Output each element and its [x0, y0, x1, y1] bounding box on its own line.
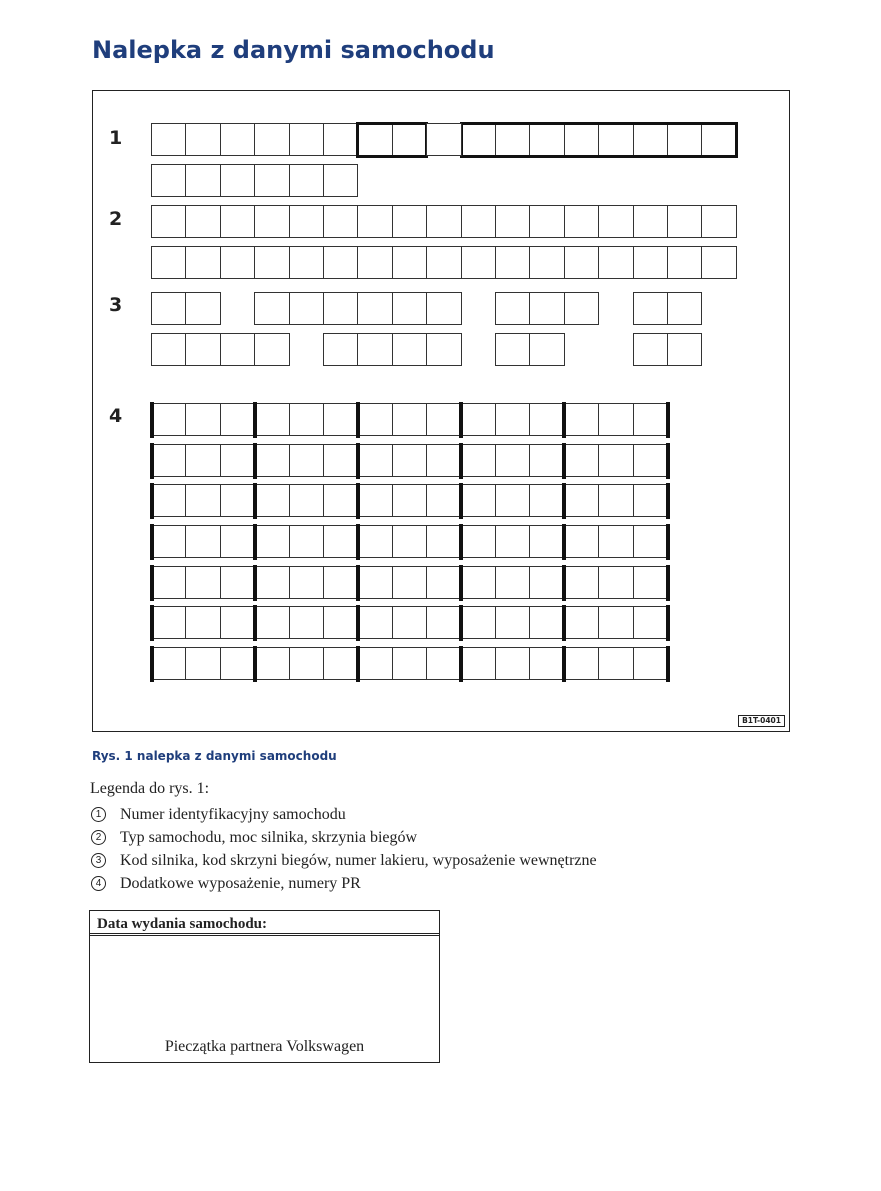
pr-number-cell: [220, 444, 255, 477]
code-cell: [529, 333, 564, 366]
type-cell: [633, 246, 668, 279]
pr-number-cell: [220, 403, 255, 436]
pr-number-cell: [254, 525, 289, 558]
pr-number-cell: [289, 606, 324, 639]
group-separator-bar: [666, 483, 670, 519]
group-separator-bar: [666, 646, 670, 682]
code-cell: [220, 333, 255, 366]
pr-number-cell: [529, 647, 564, 680]
page-title: Nalepka z danymi samochodu: [92, 36, 495, 64]
group-separator-bar: [253, 605, 257, 641]
vin-cell: [220, 164, 255, 197]
code-cell: [151, 292, 186, 325]
code-cell: [495, 292, 530, 325]
vin-cell: [323, 164, 358, 197]
pr-number-cell: [254, 484, 289, 517]
legend-item-text: Kod silnika, kod skrzyni biegów, numer lakieru, wyposażenie wewnętrzne: [120, 851, 597, 869]
pr-number-cell: [151, 403, 186, 436]
delivery-date-stamp-box: [89, 910, 440, 1063]
pr-number-cell: [151, 606, 186, 639]
vin-cell: [633, 123, 668, 156]
pr-number-cell: [289, 566, 324, 599]
pr-number-cell: [323, 606, 358, 639]
pr-number-cell: [426, 403, 461, 436]
section-number-2: 2: [109, 208, 123, 230]
group-separator-bar: [562, 565, 566, 601]
legend-item: [90, 849, 597, 872]
code-cell: [495, 333, 530, 366]
section-number-1: 1: [109, 127, 123, 149]
group-separator-bar: [459, 565, 463, 601]
pr-number-cell: [289, 647, 324, 680]
code-cell: [426, 292, 461, 325]
pr-number-cell: [564, 444, 599, 477]
pr-number-cell: [598, 566, 633, 599]
legend-number-badge: 1: [91, 807, 106, 822]
pr-number-cell: [357, 525, 392, 558]
type-cell: [254, 205, 289, 238]
group-separator-bar: [356, 605, 360, 641]
pr-number-cell: [426, 606, 461, 639]
pr-number-cell: [392, 403, 427, 436]
type-cell: [701, 205, 736, 238]
vin-cell: [564, 123, 599, 156]
group-separator-bar: [253, 402, 257, 438]
pr-number-cell: [392, 566, 427, 599]
code-cell: [254, 333, 289, 366]
pr-number-cell: [529, 566, 564, 599]
pr-number-cell: [495, 606, 530, 639]
pr-number-cell: [495, 525, 530, 558]
code-cell: [392, 292, 427, 325]
vin-cell: [220, 123, 255, 156]
code-cell: [667, 333, 702, 366]
vin-cell: [151, 164, 186, 197]
type-cell: [185, 205, 220, 238]
group-separator-bar: [150, 646, 154, 682]
pr-number-cell: [289, 525, 324, 558]
pr-number-cell: [254, 566, 289, 599]
pr-number-cell: [461, 444, 496, 477]
type-cell: [151, 205, 186, 238]
pr-number-cell: [461, 525, 496, 558]
pr-number-cell: [151, 444, 186, 477]
pr-number-cell: [633, 525, 668, 558]
pr-number-cell: [426, 484, 461, 517]
legend-item-text: Dodatkowe wyposażenie, numery PR: [120, 874, 361, 892]
type-cell: [357, 246, 392, 279]
vin-cell: [529, 123, 564, 156]
figure-code: B1T-0401: [738, 715, 785, 727]
vin-cell: [598, 123, 633, 156]
type-cell: [185, 246, 220, 279]
code-cell: [323, 292, 358, 325]
code-cell: [323, 333, 358, 366]
pr-number-cell: [495, 647, 530, 680]
type-cell: [357, 205, 392, 238]
legend-item: [90, 803, 597, 826]
vin-cell: [495, 123, 530, 156]
code-cell: [633, 333, 668, 366]
vin-cell: [254, 123, 289, 156]
pr-number-cell: [529, 403, 564, 436]
pr-number-cell: [564, 525, 599, 558]
pr-number-cell: [495, 484, 530, 517]
pr-number-cell: [598, 403, 633, 436]
pr-number-cell: [220, 566, 255, 599]
type-cell: [529, 205, 564, 238]
pr-number-cell: [357, 444, 392, 477]
pr-number-cell: [564, 403, 599, 436]
vin-cell: [254, 164, 289, 197]
vin-cell: [151, 123, 186, 156]
group-separator-bar: [150, 565, 154, 601]
group-separator-bar: [666, 565, 670, 601]
pr-number-cell: [426, 647, 461, 680]
pr-number-cell: [461, 403, 496, 436]
type-cell: [151, 246, 186, 279]
group-separator-bar: [562, 483, 566, 519]
pr-number-cell: [151, 525, 186, 558]
vin-cell: [701, 123, 736, 156]
pr-number-cell: [564, 566, 599, 599]
pr-number-cell: [289, 484, 324, 517]
vehicle-data-sticker-figure: [92, 90, 790, 732]
legend-item-text: Typ samochodu, moc silnika, skrzynia biegów: [120, 828, 418, 846]
pr-number-cell: [598, 444, 633, 477]
group-separator-bar: [459, 402, 463, 438]
type-cell: [495, 205, 530, 238]
pr-number-cell: [289, 403, 324, 436]
pr-number-cell: [185, 606, 220, 639]
type-cell: [220, 205, 255, 238]
pr-number-cell: [357, 647, 392, 680]
section-number-4: 4: [109, 405, 123, 427]
pr-number-cell: [185, 525, 220, 558]
type-cell: [495, 246, 530, 279]
pr-number-cell: [529, 484, 564, 517]
type-cell: [461, 205, 496, 238]
group-separator-bar: [666, 443, 670, 479]
vin-cell: [461, 123, 496, 156]
pr-number-cell: [529, 606, 564, 639]
legend-list: [90, 803, 597, 895]
pr-number-cell: [323, 403, 358, 436]
type-cell: [426, 246, 461, 279]
type-cell: [667, 246, 702, 279]
pr-number-cell: [289, 444, 324, 477]
type-cell: [392, 205, 427, 238]
vin-gap-cell: [426, 123, 461, 156]
pr-number-cell: [461, 606, 496, 639]
vin-cell: [357, 123, 392, 156]
pr-number-cell: [220, 484, 255, 517]
pr-number-cell: [185, 403, 220, 436]
pr-number-cell: [185, 647, 220, 680]
type-cell: [392, 246, 427, 279]
pr-number-cell: [357, 566, 392, 599]
code-cell: [529, 292, 564, 325]
vin-cell: [667, 123, 702, 156]
legend-item: [90, 826, 597, 849]
group-separator-bar: [666, 524, 670, 560]
group-separator-bar: [459, 524, 463, 560]
pr-number-cell: [185, 444, 220, 477]
pr-number-cell: [323, 444, 358, 477]
type-cell: [323, 205, 358, 238]
pr-number-cell: [220, 606, 255, 639]
group-separator-bar: [253, 646, 257, 682]
pr-number-cell: [495, 403, 530, 436]
pr-number-cell: [461, 484, 496, 517]
pr-number-cell: [392, 444, 427, 477]
pr-number-cell: [633, 403, 668, 436]
pr-number-cell: [461, 566, 496, 599]
legend-number-badge: 2: [91, 830, 106, 845]
group-separator-bar: [562, 443, 566, 479]
code-cell: [185, 333, 220, 366]
code-cell: [151, 333, 186, 366]
group-separator-bar: [253, 524, 257, 560]
group-separator-bar: [459, 483, 463, 519]
group-separator-bar: [356, 402, 360, 438]
type-cell: [701, 246, 736, 279]
figure-caption: Rys. 1 nalepka z danymi samochodu: [92, 749, 337, 763]
vin-cell: [289, 123, 324, 156]
pr-number-cell: [185, 566, 220, 599]
pr-number-cell: [323, 525, 358, 558]
pr-number-cell: [254, 647, 289, 680]
pr-number-cell: [323, 484, 358, 517]
legend-number-badge: 4: [91, 876, 106, 891]
group-separator-bar: [459, 443, 463, 479]
pr-number-cell: [392, 647, 427, 680]
legend-number-badge: 3: [91, 853, 106, 868]
pr-number-cell: [185, 484, 220, 517]
type-cell: [254, 246, 289, 279]
pr-number-cell: [598, 647, 633, 680]
group-separator-bar: [356, 646, 360, 682]
pr-number-cell: [564, 606, 599, 639]
group-separator-bar: [459, 646, 463, 682]
pr-number-cell: [426, 444, 461, 477]
group-separator-bar: [150, 443, 154, 479]
pr-number-cell: [254, 444, 289, 477]
code-cell: [254, 292, 289, 325]
pr-number-cell: [633, 484, 668, 517]
pr-number-cell: [220, 525, 255, 558]
pr-number-cell: [357, 484, 392, 517]
group-separator-bar: [562, 524, 566, 560]
group-separator-bar: [356, 443, 360, 479]
type-cell: [598, 205, 633, 238]
type-cell: [426, 205, 461, 238]
vin-cell: [392, 123, 427, 156]
type-cell: [220, 246, 255, 279]
pr-number-cell: [323, 647, 358, 680]
code-cell: [392, 333, 427, 366]
group-separator-bar: [150, 483, 154, 519]
type-cell: [529, 246, 564, 279]
pr-number-cell: [529, 444, 564, 477]
pr-number-cell: [254, 606, 289, 639]
legend-title: Legenda do rys. 1:: [90, 780, 210, 797]
group-separator-bar: [253, 443, 257, 479]
pr-number-cell: [598, 606, 633, 639]
vin-cell: [185, 164, 220, 197]
pr-number-cell: [220, 647, 255, 680]
pr-number-cell: [633, 647, 668, 680]
type-cell: [461, 246, 496, 279]
vin-cell: [185, 123, 220, 156]
type-cell: [323, 246, 358, 279]
code-cell: [426, 333, 461, 366]
pr-number-cell: [426, 525, 461, 558]
group-separator-bar: [150, 402, 154, 438]
legend-item-text: Numer identyfikacyjny samochodu: [120, 805, 346, 823]
pr-number-cell: [426, 566, 461, 599]
group-separator-bar: [562, 605, 566, 641]
type-cell: [289, 246, 324, 279]
pr-number-cell: [495, 444, 530, 477]
group-separator-bar: [150, 524, 154, 560]
code-cell: [633, 292, 668, 325]
pr-number-cell: [529, 525, 564, 558]
pr-number-cell: [598, 525, 633, 558]
vin-cell: [289, 164, 324, 197]
pr-number-cell: [151, 647, 186, 680]
type-cell: [667, 205, 702, 238]
pr-number-cell: [392, 606, 427, 639]
pr-number-cell: [461, 647, 496, 680]
group-separator-bar: [356, 565, 360, 601]
pr-number-cell: [254, 403, 289, 436]
pr-number-cell: [633, 566, 668, 599]
dealer-stamp-label: Pieczątka partnera Volkswagen: [164, 1038, 365, 1055]
group-separator-bar: [666, 605, 670, 641]
pr-number-cell: [598, 484, 633, 517]
pr-number-cell: [151, 566, 186, 599]
pr-number-cell: [392, 484, 427, 517]
legend-item: [90, 872, 597, 895]
pr-number-cell: [564, 647, 599, 680]
type-cell: [564, 246, 599, 279]
code-cell: [564, 292, 599, 325]
pr-number-cell: [633, 606, 668, 639]
type-cell: [633, 205, 668, 238]
delivery-date-label: Data wydania samochodu:: [90, 911, 439, 936]
group-separator-bar: [356, 524, 360, 560]
code-cell: [185, 292, 220, 325]
pr-number-cell: [633, 444, 668, 477]
type-cell: [289, 205, 324, 238]
pr-number-cell: [323, 566, 358, 599]
pr-number-cell: [357, 403, 392, 436]
pr-number-cell: [495, 566, 530, 599]
group-separator-bar: [666, 402, 670, 438]
code-cell: [357, 292, 392, 325]
type-cell: [564, 205, 599, 238]
group-separator-bar: [356, 483, 360, 519]
section-number-3: 3: [109, 294, 123, 316]
group-separator-bar: [253, 565, 257, 601]
type-cell: [598, 246, 633, 279]
group-separator-bar: [253, 483, 257, 519]
pr-number-cell: [392, 525, 427, 558]
group-separator-bar: [459, 605, 463, 641]
pr-number-cell: [564, 484, 599, 517]
code-cell: [289, 292, 324, 325]
pr-number-cell: [151, 484, 186, 517]
vin-cell: [323, 123, 358, 156]
code-cell: [667, 292, 702, 325]
group-separator-bar: [562, 402, 566, 438]
pr-number-cell: [357, 606, 392, 639]
group-separator-bar: [150, 605, 154, 641]
code-cell: [357, 333, 392, 366]
group-separator-bar: [562, 646, 566, 682]
